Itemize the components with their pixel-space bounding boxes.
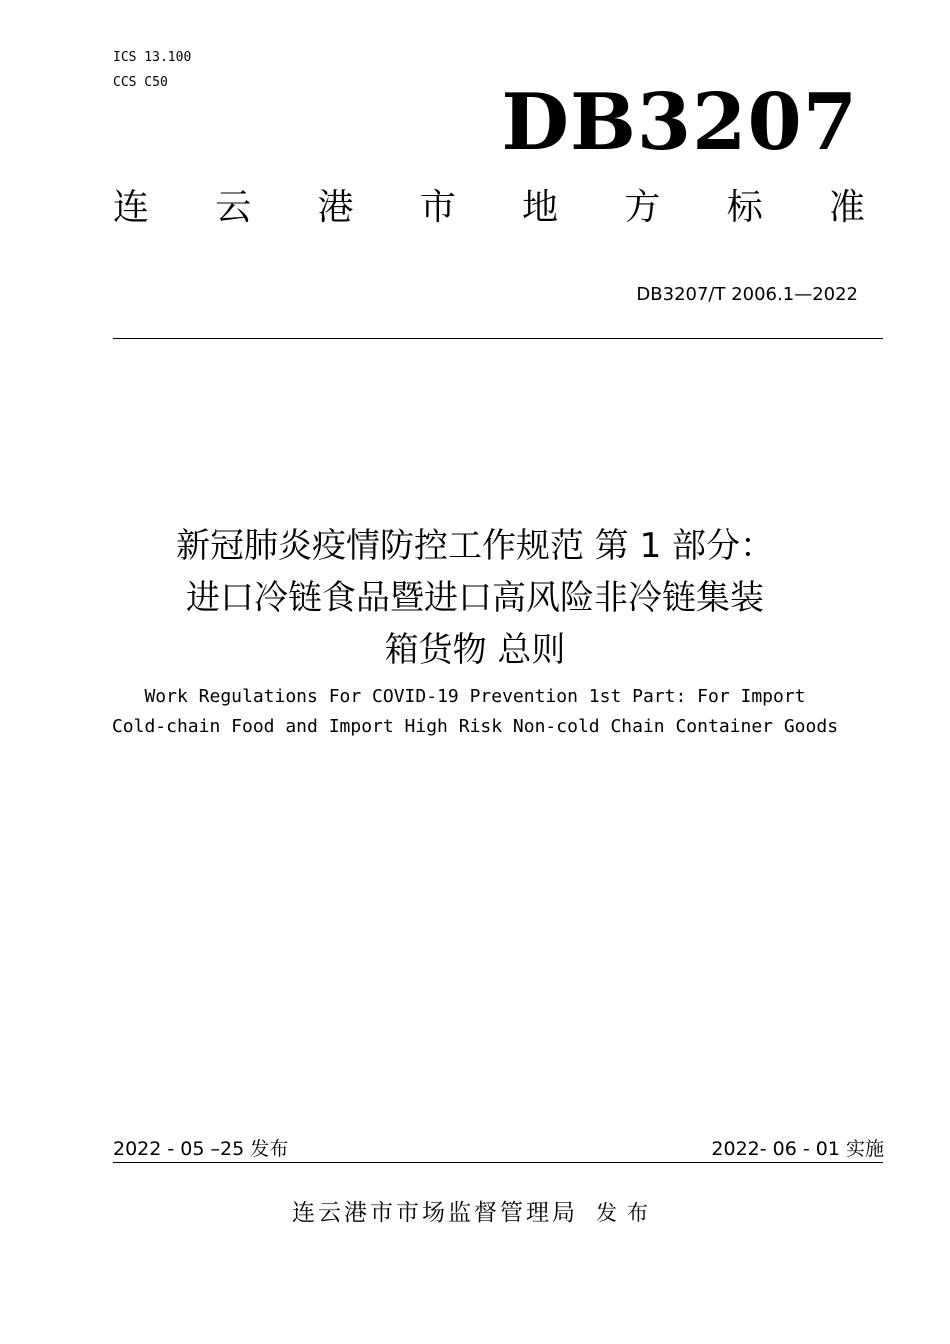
header-divider	[113, 338, 883, 339]
chinese-title-line: 箱货物 总则	[384, 630, 566, 670]
standard-type-char: 港	[317, 187, 354, 228]
chinese-title-line: 进口冷链食品暨进口高风险非冷链集装	[186, 578, 764, 618]
ccs-code: CCS C50	[113, 75, 168, 90]
standard-type-char: 连	[113, 187, 150, 228]
footer-divider	[113, 1162, 883, 1163]
document-number: DB3207/T 2006.1—2022	[636, 284, 858, 305]
standard-type-char: 市	[419, 187, 456, 228]
standard-code: DB3207	[501, 77, 858, 168]
english-title-line: Work Regulations For COVID-19 Prevention 1st Part: For Import	[144, 686, 806, 707]
ics-code: ICS 13.100	[113, 50, 192, 65]
english-title	[60, 682, 890, 742]
standard-type-char: 准	[828, 187, 865, 228]
standard-type-char: 方	[624, 187, 661, 228]
chinese-title-line: 新冠肺炎疫情防控工作规范 第 1 部分：	[175, 526, 775, 566]
publish-date: 2022 - 05 –25 发布	[113, 1138, 289, 1160]
standard-type-char: 标	[726, 187, 763, 228]
issuer-line	[0, 1196, 950, 1230]
issue-action: 发布	[596, 1201, 658, 1225]
chinese-title	[60, 520, 890, 676]
implement-date: 2022- 06 - 01 实施	[711, 1138, 884, 1160]
english-title-line: Cold-chain Food and Import High Risk Non-cold Chain Container Goods	[111, 716, 839, 737]
standard-type-char: 地	[522, 187, 559, 228]
standard-type-char: 云	[215, 187, 252, 228]
issuer-name: 连云港市市场监督管理局	[292, 1200, 578, 1226]
standard-type	[113, 186, 865, 230]
